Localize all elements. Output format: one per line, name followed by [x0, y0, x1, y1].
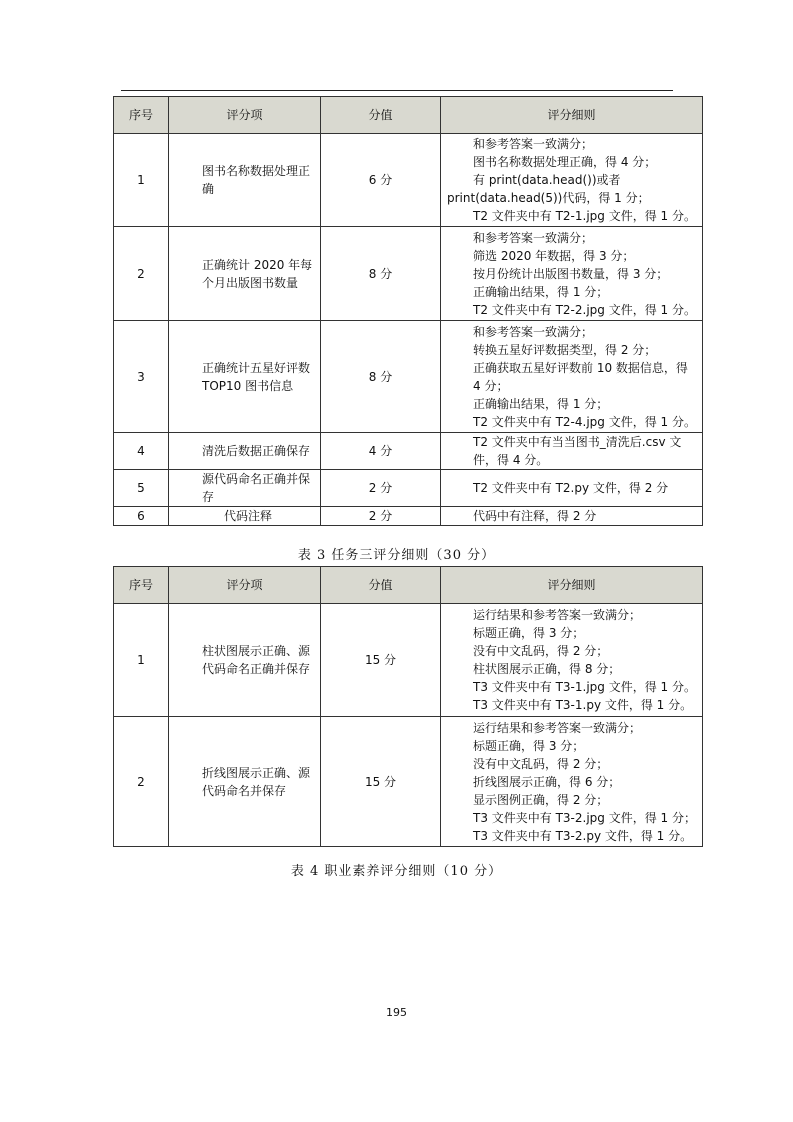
detail-line: 代码中有注释，得 2 分 [473, 509, 597, 523]
score-cell: 8 分 [321, 321, 441, 433]
header-score: 分值 [321, 567, 441, 604]
detail-line: 正确输出结果，得 1 分； [473, 396, 609, 411]
header-seq: 序号 [114, 567, 169, 604]
table-row [114, 321, 703, 433]
seq-cell: 5 [114, 470, 169, 507]
table-row [114, 470, 703, 507]
table-header-row [114, 567, 703, 604]
detail-line: 有 print(data.head())或者 [473, 173, 621, 187]
score-cell: 15 分 [321, 604, 441, 717]
detail-line: T2 文件夹中有 T2-4.jpg 文件，得 1 分。 [473, 414, 696, 429]
table-row [114, 134, 703, 227]
detail-line: T3 文件夹中有 T3-1.jpg 文件，得 1 分。 [473, 680, 696, 694]
detail-line: T2 文件夹中有当当图书_清洗后.csv 文件，得 4 分。 [473, 435, 682, 467]
seq-cell: 6 [114, 507, 169, 526]
item-cell: 代码注释 [169, 507, 321, 526]
detail-line: T3 文件夹中有 T3-1.py 文件，得 1 分。 [473, 698, 693, 712]
detail-line: print(data.head(5))代码，得 1 分； [447, 191, 650, 205]
detail-line: T3 文件夹中有 T3-2.jpg 文件，得 1 分； [473, 810, 696, 825]
detail-line: 正确获取五星好评数前 10 数据信息，得 4 分； [473, 360, 688, 393]
detail-line: 和参考答案一致满分； [473, 137, 594, 151]
header-detail: 评分细则 [441, 567, 703, 604]
seq-cell: 2 [114, 227, 169, 321]
detail-cell [441, 433, 703, 470]
detail-cell [441, 717, 703, 847]
seq-cell: 1 [114, 134, 169, 227]
header-item: 评分项 [169, 97, 321, 134]
seq-cell: 3 [114, 321, 169, 433]
table-row [114, 227, 703, 321]
detail-line: 运行结果和参考答案一致满分； [473, 608, 642, 622]
score-cell: 4 分 [321, 433, 441, 470]
item-cell: 正确统计五星好评数 TOP10 图书信息 [169, 321, 321, 433]
detail-cell [441, 604, 703, 717]
detail-line: 和参考答案一致满分； [473, 230, 594, 245]
table-row [114, 604, 703, 717]
item-cell: 图书名称数据处理正确 [169, 134, 321, 227]
detail-line: 标题正确，得 3 分； [473, 626, 585, 640]
detail-cell [441, 134, 703, 227]
table-row [114, 717, 703, 847]
header-seq: 序号 [114, 97, 169, 134]
item-cell: 源代码命名正确并保存 [169, 470, 321, 507]
table-row [114, 433, 703, 470]
header-item: 评分项 [169, 567, 321, 604]
detail-line: 折线图展示正确，得 6 分； [473, 774, 621, 789]
table-header-row [114, 97, 703, 134]
score-cell: 8 分 [321, 227, 441, 321]
detail-cell [441, 227, 703, 321]
detail-line: 和参考答案一致满分； [473, 324, 594, 339]
score-cell: 2 分 [321, 507, 441, 526]
detail-line: 筛选 2020 年数据，得 3 分； [473, 248, 635, 263]
detail-cell [441, 470, 703, 507]
detail-line: 标题正确，得 3 分； [473, 738, 585, 753]
detail-line: 图书名称数据处理正确，得 4 分； [473, 155, 657, 169]
item-cell: 折线图展示正确、源代码命名并保存 [169, 717, 321, 847]
detail-line: 柱状图展示正确，得 8 分； [473, 662, 621, 676]
item-cell: 正确统计 2020 年每个月出版图书数量 [169, 227, 321, 321]
detail-line: 正确输出结果，得 1 分； [473, 284, 609, 299]
detail-line: 显示图例正确，得 2 分； [473, 792, 609, 807]
header-score: 分值 [321, 97, 441, 134]
item-cell: 清洗后数据正确保存 [169, 433, 321, 470]
table4-caption: 表 4 职业素养评分细则（10 分） [290, 864, 503, 879]
item-cell: 柱状图展示正确、源代码命名正确并保存 [169, 604, 321, 717]
detail-line: 没有中文乱码，得 2 分； [473, 756, 609, 771]
score-cell: 6 分 [321, 134, 441, 227]
header-detail: 评分细则 [441, 97, 703, 134]
detail-cell [441, 507, 703, 526]
seq-cell: 4 [114, 433, 169, 470]
detail-line: T2 文件夹中有 T2-1.jpg 文件，得 1 分。 [473, 209, 696, 223]
detail-line: T2 文件夹中有 T2.py 文件，得 2 分 [473, 481, 669, 495]
detail-line: T2 文件夹中有 T2-2.jpg 文件，得 1 分。 [473, 302, 696, 317]
detail-cell [441, 321, 703, 433]
score-cell: 2 分 [321, 470, 441, 507]
detail-line: 运行结果和参考答案一致满分； [473, 720, 642, 735]
detail-line: 没有中文乱码，得 2 分； [473, 644, 609, 658]
task3-scoring-table [113, 566, 703, 847]
page-number: 195 [386, 1006, 407, 1019]
seq-cell: 1 [114, 604, 169, 717]
header-rule [121, 90, 673, 91]
seq-cell: 2 [114, 717, 169, 847]
detail-line: 转换五星好评数据类型，得 2 分； [473, 342, 657, 357]
task2-scoring-table [113, 96, 703, 526]
score-cell: 15 分 [321, 717, 441, 847]
detail-line: 按月份统计出版图书数量，得 3 分； [473, 266, 669, 281]
table-row [114, 507, 703, 526]
detail-line: T3 文件夹中有 T3-2.py 文件，得 1 分。 [473, 828, 693, 843]
table3-caption: 表 3 任务三评分细则（30 分） [297, 548, 496, 563]
